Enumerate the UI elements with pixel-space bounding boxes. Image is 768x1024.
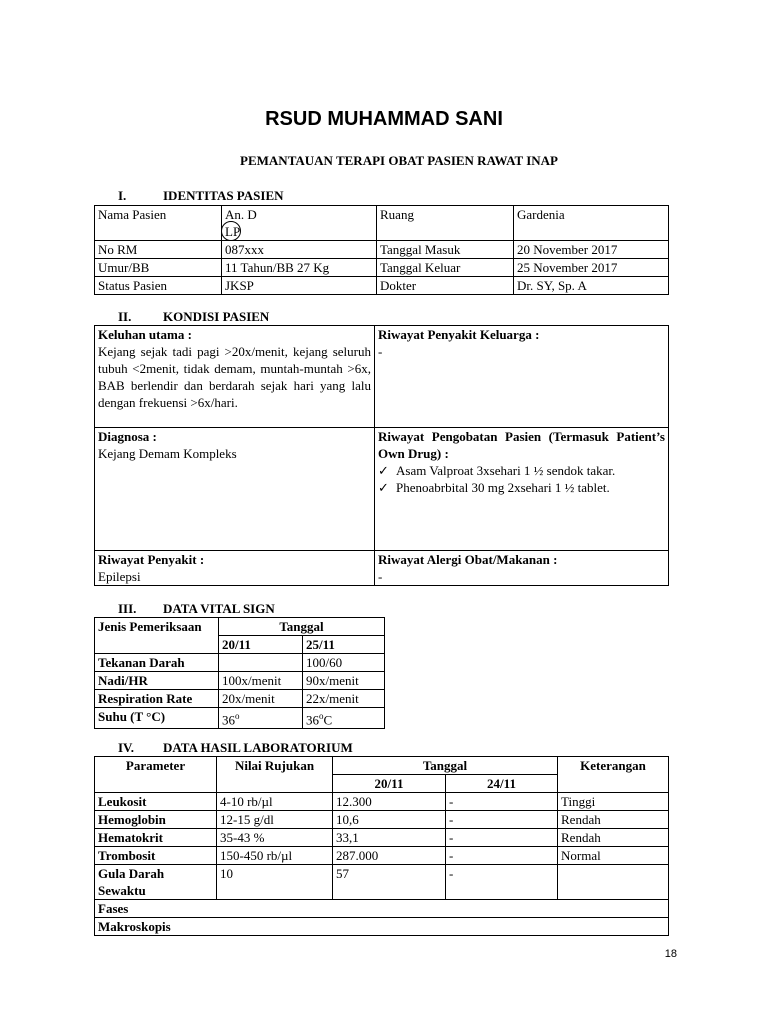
vital-label: Tekanan Darah [98, 655, 185, 670]
table-row [95, 793, 669, 811]
value-cell: Gardenia [514, 206, 669, 241]
table-row [95, 551, 669, 586]
vital-value [219, 654, 303, 672]
table-row [95, 900, 669, 918]
keluhan-cell [95, 326, 375, 428]
temp-value: 36 [306, 712, 319, 728]
date-header: 24/11 [446, 775, 558, 793]
section-2-heading [118, 309, 269, 325]
label-cell: Tanggal Keluar [377, 259, 514, 277]
degree-sup: o [319, 711, 324, 721]
param-name [95, 847, 217, 865]
param-label: Hematokrit [98, 830, 163, 845]
keluhan-text: Kejang sejak tadi pagi >20x/menit, kejang seluruh tubuh <2menit, tidak demam, muntah-muntah >6x, BAB berlendir dan berdarah sejak hari yang lalu dengan frekuensi >6x/hari. [98, 344, 371, 410]
vital-label: Suhu (T °C) [98, 709, 166, 724]
param-name [95, 829, 217, 847]
degree-sup: o [235, 711, 240, 721]
vital-sign-table [94, 617, 385, 729]
keluhan-label: Keluhan utama : [98, 327, 192, 342]
ref-value: 35-43 % [217, 829, 333, 847]
tanggal-header: Tanggal [333, 757, 558, 775]
penyakit-cell [95, 551, 375, 586]
label-cell: Ruang [377, 206, 514, 241]
label-cell: Nama Pasien [95, 206, 222, 241]
table-row [95, 829, 669, 847]
document-title: PEMANTAUAN TERAPI OBAT PASIEN RAWAT INAP [240, 153, 558, 168]
table-row [95, 206, 669, 241]
section-4-number: IV. [118, 740, 135, 755]
result-value: - [446, 793, 558, 811]
makroskopis-row [95, 918, 669, 936]
date-label: 25/11 [306, 637, 335, 652]
jenis-label: Jenis Pemeriksaan [98, 619, 202, 634]
table-row [95, 708, 385, 729]
result-value: - [446, 829, 558, 847]
table-row [95, 847, 669, 865]
param-name [95, 811, 217, 829]
result-value: 33,1 [333, 829, 446, 847]
value-cell: JKSP [222, 277, 377, 295]
param-label: Trombosit [98, 848, 156, 863]
vital-value: 90x/menit [303, 672, 385, 690]
jenis-header [95, 618, 219, 654]
temp-unit: C [323, 712, 333, 728]
ket-value [558, 865, 669, 900]
condition-table [94, 325, 669, 586]
table-row [95, 277, 669, 295]
table-row [95, 654, 385, 672]
section-4-heading [118, 740, 353, 756]
medication-list [378, 462, 665, 496]
section-2-title: KONDISI PASIEN [163, 309, 270, 324]
check-icon: ✓ [378, 480, 389, 495]
result-value: 10,6 [333, 811, 446, 829]
param-name [95, 793, 217, 811]
ref-value: 150-450 rb/µl [217, 847, 333, 865]
date-header: 20/11 [333, 775, 446, 793]
date-header [303, 636, 385, 654]
ket-value: Normal [558, 847, 669, 865]
value-cell: 087xxx [222, 241, 377, 259]
vital-value: 20x/menit [219, 690, 303, 708]
alergi-text: - [378, 569, 383, 584]
page-number: 18 [664, 948, 677, 960]
diagnosa-cell [95, 428, 375, 551]
result-value: 287.000 [333, 847, 446, 865]
table-row [95, 690, 385, 708]
label-cell: Umur/BB [95, 259, 222, 277]
value-cell: Dr. SY, Sp. A [514, 277, 669, 295]
param-label: Hemoglobin [98, 812, 166, 827]
vital-value: 100x/menit [219, 672, 303, 690]
selection-circle-icon [221, 221, 241, 241]
list-item [378, 479, 665, 496]
ref-value: 12-15 g/dl [217, 811, 333, 829]
vital-label: Nadi/HR [98, 673, 148, 688]
section-1-title: IDENTITAS PASIEN [163, 188, 284, 203]
date-header [219, 636, 303, 654]
param-name [95, 865, 217, 900]
param-label: Gula Darah Sewaktu [98, 866, 165, 898]
diagnosa-label: Diagnosa : [98, 429, 157, 444]
nilai-header: Nilai Rujukan [217, 757, 333, 793]
label-cell: No RM [95, 241, 222, 259]
section-3-title: DATA VITAL SIGN [163, 601, 275, 616]
section-1-number: I. [118, 188, 127, 203]
medication-item: Phenoabrbital 30 mg 2xsehari 1 ½ tablet. [396, 480, 610, 495]
hospital-name: RSUD MUHAMMAD SANI [265, 108, 503, 130]
table-row [95, 918, 669, 936]
penyakit-text: Epilepsi [98, 569, 141, 584]
keluarga-cell [375, 326, 669, 428]
vital-name [95, 654, 219, 672]
table-row [95, 326, 669, 428]
result-value: - [446, 811, 558, 829]
medication-item: Asam Valproat 3xsehari 1 ½ sendok takar. [396, 463, 616, 478]
ket-value: Tinggi [558, 793, 669, 811]
table-row [95, 865, 669, 900]
makroskopis-label: Makroskopis [98, 919, 171, 934]
result-value: 57 [333, 865, 446, 900]
table-row [95, 241, 669, 259]
gender-p: P [232, 224, 241, 239]
label-cell: Status Pasien [95, 277, 222, 295]
table-row [95, 811, 669, 829]
pengobatan-label: Riwayat Pengobatan Pasien (Termasuk Patient’s Own Drug) : [378, 429, 665, 461]
section-4-title: DATA HASIL LABORATORIUM [163, 740, 353, 755]
diagnosa-text: Kejang Demam Kompleks [98, 446, 237, 461]
label-cell: Tanggal Masuk [377, 241, 514, 259]
table-row [95, 618, 385, 636]
vital-name [95, 708, 219, 729]
list-item [378, 462, 665, 479]
keluarga-label: Riwayat Penyakit Keluarga : [378, 327, 540, 342]
keterangan-header: Keterangan [558, 757, 669, 793]
section-3-number: III. [118, 601, 137, 616]
vital-value [303, 708, 385, 729]
gender-l: L [225, 224, 233, 239]
date-label: 20/11 [222, 637, 251, 652]
table-row [95, 428, 669, 551]
keluarga-text: - [378, 344, 383, 359]
value-cell: 11 Tahun/BB 27 Kg [222, 259, 377, 277]
vital-label: Respiration Rate [98, 691, 193, 706]
ref-value: 10 [217, 865, 333, 900]
gender-selected [225, 223, 233, 240]
vital-value [219, 708, 303, 729]
vital-name [95, 672, 219, 690]
ket-value: Rendah [558, 811, 669, 829]
vital-value: 100/60 [303, 654, 385, 672]
check-icon: ✓ [378, 463, 389, 478]
alergi-label: Riwayat Alergi Obat/Makanan : [378, 552, 558, 567]
section-1-heading [118, 188, 284, 204]
section-3-heading [118, 601, 275, 617]
value-cell: 20 November 2017 [514, 241, 669, 259]
penyakit-label: Riwayat Penyakit : [98, 552, 205, 567]
result-value: - [446, 865, 558, 900]
result-value: - [446, 847, 558, 865]
pengobatan-cell [375, 428, 669, 551]
vital-value: 22x/menit [303, 690, 385, 708]
table-row [95, 757, 669, 775]
temp-value: 36 [222, 712, 235, 728]
identity-table [94, 205, 669, 295]
parameter-header: Parameter [95, 757, 217, 793]
section-2-number: II. [118, 309, 132, 324]
value-cell: 25 November 2017 [514, 259, 669, 277]
patient-name-cell [222, 206, 377, 241]
patient-name: An. D [225, 207, 257, 222]
param-label: Leukosit [98, 794, 147, 809]
lab-table [94, 756, 669, 936]
result-value: 12.300 [333, 793, 446, 811]
table-row [95, 672, 385, 690]
gender-options [225, 223, 373, 240]
vital-name [95, 690, 219, 708]
table-row [95, 259, 669, 277]
ref-value: 4-10 rb/µl [217, 793, 333, 811]
fases-row [95, 900, 669, 918]
alergi-cell [375, 551, 669, 586]
label-cell: Dokter [377, 277, 514, 295]
tanggal-header: Tanggal [219, 618, 385, 636]
ket-value: Rendah [558, 829, 669, 847]
fases-label: Fases [98, 901, 129, 916]
